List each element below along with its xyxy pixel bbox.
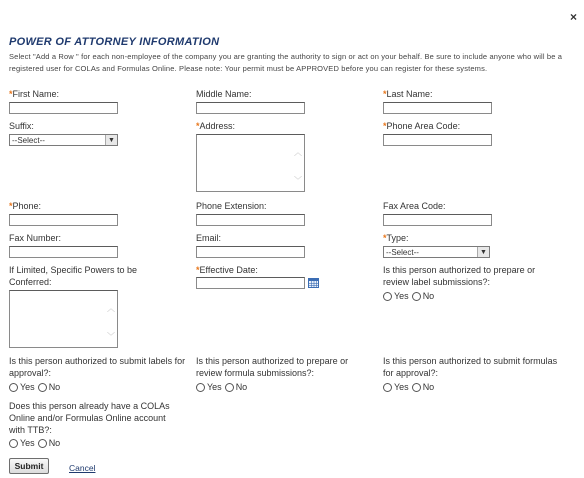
suffix-label: Suffix: bbox=[9, 121, 34, 131]
first-name-input[interactable] bbox=[9, 102, 118, 114]
prepare-label-question: Is this person authorized to prepare or review label submissions?: bbox=[383, 265, 536, 287]
scroll-down-icon[interactable]: ﹀ bbox=[107, 332, 115, 341]
limited-powers-label: If Limited, Specific Powers to be Conferred: bbox=[9, 265, 138, 287]
fax-number-input[interactable] bbox=[9, 246, 118, 258]
submit-formulas-radio-group: Yes No bbox=[383, 382, 437, 392]
suffix-select[interactable]: --Select-- ▼ bbox=[9, 134, 118, 146]
address-textarea[interactable] bbox=[196, 134, 305, 192]
scroll-up-icon[interactable]: ︿ bbox=[107, 304, 115, 313]
prepare-formula-radio-group: Yes No bbox=[196, 382, 250, 392]
phone-area-code-input[interactable] bbox=[383, 134, 492, 146]
last-name-input[interactable] bbox=[383, 102, 492, 114]
close-button[interactable] bbox=[570, 11, 577, 23]
fax-number-label: Fax Number: bbox=[9, 233, 62, 243]
fax-area-code-input[interactable] bbox=[383, 214, 492, 226]
intro-text: Select "Add a Row " for each non-employee of the company you are granting the authority to sign or act on your behalf. Be sure to include anyone who will be a registered user for COLAs and Formulas Online. Please note: Your permit must be APPROVED before you can register for these systems. bbox=[9, 52, 563, 73]
submit-formulas-question: Is this person authorized to submit formulas for approval?: bbox=[383, 356, 558, 378]
submit-labels-question: Is this person authorized to submit labels for approval?: bbox=[9, 356, 186, 378]
phone-input[interactable] bbox=[9, 214, 118, 226]
effective-date-label: *Effective Date: bbox=[196, 265, 258, 275]
middle-name-label: Middle Name: bbox=[196, 89, 252, 99]
submit-labels-radio-group: Yes No bbox=[9, 382, 63, 392]
submit-formulas-yes-radio[interactable] bbox=[383, 383, 392, 392]
address-label: *Address: bbox=[196, 121, 236, 131]
email-label: Email: bbox=[196, 233, 222, 243]
fax-area-code-label: Fax Area Code: bbox=[383, 201, 446, 211]
prepare-label-yes-radio[interactable] bbox=[383, 292, 392, 301]
type-select[interactable]: --Select-- ▼ bbox=[383, 246, 490, 258]
has-account-no-radio[interactable] bbox=[38, 439, 47, 448]
submit-labels-yes-radio[interactable] bbox=[9, 383, 18, 392]
prepare-label-no-radio[interactable] bbox=[412, 292, 421, 301]
phone-extension-label: Phone Extension: bbox=[196, 201, 267, 211]
has-account-question: Does this person already have a COLAs Online and/or Formulas Online account with TTB?: bbox=[9, 401, 170, 435]
dialog-title: POWER OF ATTORNEY INFORMATION bbox=[9, 36, 220, 48]
limited-powers-textarea[interactable] bbox=[9, 290, 118, 348]
phone-extension-input[interactable] bbox=[196, 214, 305, 226]
submit-labels-no-radio[interactable] bbox=[38, 383, 47, 392]
last-name-label: *Last Name: bbox=[383, 89, 433, 99]
submit-button[interactable]: Submit bbox=[9, 458, 49, 474]
cancel-link[interactable]: Cancel bbox=[69, 463, 96, 473]
has-account-yes-radio[interactable] bbox=[9, 439, 18, 448]
has-account-radio-group: Yes No bbox=[9, 438, 63, 448]
effective-date-input[interactable] bbox=[196, 277, 305, 289]
scroll-down-icon[interactable]: ﹀ bbox=[294, 176, 302, 185]
prepare-label-radio-group: Yes No bbox=[383, 291, 437, 301]
phone-area-code-label: *Phone Area Code: bbox=[383, 121, 461, 131]
chevron-down-icon: ▼ bbox=[477, 247, 489, 257]
prepare-formula-question: Is this person authorized to prepare or review formula submissions?: bbox=[196, 356, 349, 378]
chevron-down-icon: ▼ bbox=[105, 135, 117, 145]
email-input[interactable] bbox=[196, 246, 305, 258]
phone-label: *Phone: bbox=[9, 201, 42, 211]
prepare-formula-no-radio[interactable] bbox=[225, 383, 234, 392]
type-label: *Type: bbox=[383, 233, 409, 243]
first-name-label: *First Name: bbox=[9, 89, 60, 99]
scroll-up-icon[interactable]: ︿ bbox=[294, 148, 302, 157]
middle-name-input[interactable] bbox=[196, 102, 305, 114]
submit-formulas-no-radio[interactable] bbox=[412, 383, 421, 392]
calendar-icon[interactable] bbox=[308, 278, 319, 288]
close-icon: × bbox=[570, 10, 578, 24]
prepare-formula-yes-radio[interactable] bbox=[196, 383, 205, 392]
